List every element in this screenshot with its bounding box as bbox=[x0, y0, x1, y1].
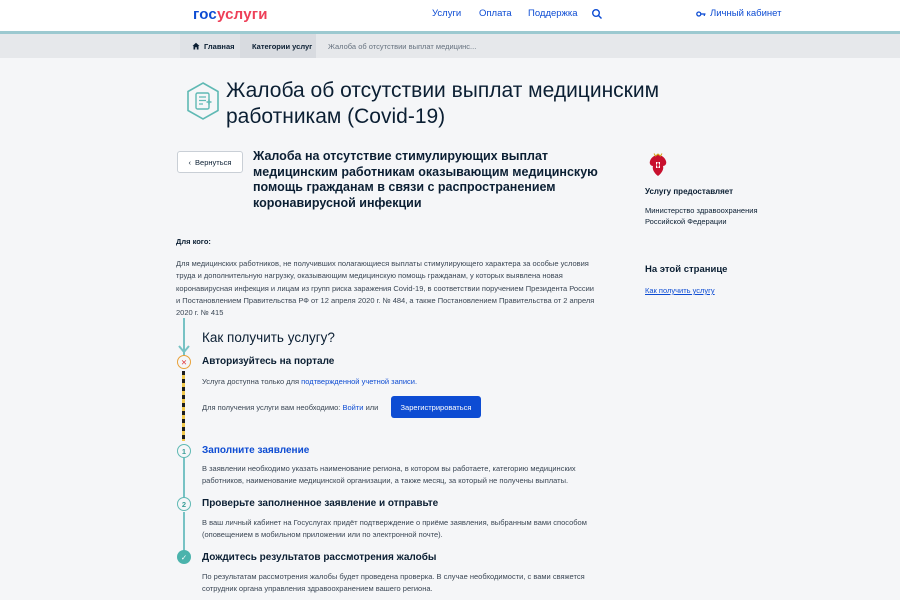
step-wait-title: Дождитесь результатов рассмотрения жалобы bbox=[202, 552, 437, 563]
arrow-down-icon bbox=[177, 322, 191, 354]
key-icon bbox=[696, 10, 706, 18]
breadcrumb-categories[interactable]: Категории услуг bbox=[240, 34, 316, 58]
breadcrumb bbox=[0, 34, 900, 58]
step-fill-form-text: В заявлении необходимо указать наименование региона, в котором вы работаете, категорию медицинских работников, наименование медицинской организации, а также месяц, за который не получены выплаты. bbox=[202, 464, 576, 486]
register-button[interactable]: Зарегистрироваться bbox=[391, 396, 481, 418]
provider-heading: Услугу предоставляет bbox=[645, 187, 734, 196]
step-authorize-text bbox=[202, 376, 602, 388]
cabinet-label: Личный кабинет bbox=[710, 8, 782, 19]
timeline-pending-line bbox=[182, 371, 185, 441]
nav-payment[interactable]: Оплата bbox=[479, 8, 512, 19]
russia-coat-of-arms-icon bbox=[646, 152, 670, 178]
nav-support[interactable]: Поддержка bbox=[528, 8, 578, 19]
how-to-heading: Как получить услугу? bbox=[202, 330, 335, 345]
breadcrumb-current: Жалоба об отсутствии выплат медицинс... bbox=[328, 41, 477, 51]
step-number-2: 2 bbox=[177, 497, 191, 511]
chevron-left-icon: ‹ bbox=[188, 157, 192, 167]
back-button[interactable] bbox=[177, 151, 243, 173]
home-icon bbox=[192, 42, 200, 50]
personal-cabinet-link[interactable] bbox=[696, 8, 781, 19]
step-check-send-title: Проверьте заполненное заявление и отправьте bbox=[202, 498, 439, 509]
step-not-done-icon: ✕ bbox=[177, 355, 191, 369]
step-wait-text: По результатам рассмотрения жалобы будет проведена проверка. В случае необходимости, с вами свяжется сотрудник органа управления здравоохранением вашего региона. bbox=[202, 572, 585, 594]
need-prefix: Для получения услуги вам необходимо: bbox=[202, 403, 343, 412]
back-button-label: Вернуться bbox=[195, 157, 232, 167]
step-number-1: 1 bbox=[177, 444, 191, 458]
breadcrumb-home-label: Главная bbox=[204, 41, 235, 51]
nav-services[interactable]: Услуги bbox=[432, 8, 462, 19]
gosuslugi-logo[interactable] bbox=[193, 6, 268, 23]
or-text: или bbox=[363, 403, 379, 412]
medical-service-icon bbox=[186, 82, 220, 120]
for-whom-label: Для кого: bbox=[176, 237, 211, 246]
provider-name: Министерство здравоохранения Российской Федерации bbox=[645, 206, 758, 226]
on-page-link-how-to[interactable]: Как получить услугу bbox=[645, 286, 715, 295]
breadcrumb-home[interactable] bbox=[180, 34, 240, 58]
search-icon[interactable] bbox=[591, 8, 603, 20]
timeline-line bbox=[183, 512, 185, 552]
step-authorize-title: Авторизуйтесь на портале bbox=[202, 356, 335, 367]
timeline-line bbox=[183, 458, 185, 498]
logo-part-gos: гос bbox=[193, 6, 217, 23]
logo-part-uslugi: услуги bbox=[216, 6, 268, 23]
verified-account-link[interactable]: подтвержденной учетной записи. bbox=[301, 377, 418, 386]
step-fill-form-title[interactable]: Заполните заявление bbox=[202, 445, 310, 456]
top-header bbox=[0, 0, 900, 31]
login-link[interactable]: Войти bbox=[342, 403, 364, 412]
page-title: Жалоба об отсутствии выплат медицинским работникам (Covid-19) bbox=[226, 79, 660, 128]
step-authorize-text-prefix: Услуга доступна только для bbox=[202, 377, 302, 386]
for-whom-description: Для медицинских работников, не получивших полагающиеся выплаты стимулирующего характера за особые условия труда и дополнительную нагрузку, оказывающим медицинскую помощь гражданам, у которых выявлена новая коронавирусная инфекция и лицам из групп риска заражения Covid-19, в соответствии поручением Президента России и Постановлением Правительства РФ от 12 апреля 2020 г. № 484, а также Постановлением Правительства от 2 апреля 2020 г. № 415 bbox=[176, 259, 595, 318]
step-check-send-text: В ваш личный кабинет на Госуслугах придёт подтверждение о приёме заявления, выбранным вами способом (оповещением в мобильном приложении или по электронной почте). bbox=[202, 518, 587, 540]
service-title: Жалоба на отсутствие стимулирующих выплат медицинским работникам оказывающим медицинскую помощь гражданам в связи с распространением коронавирусной инфекции bbox=[253, 149, 598, 210]
on-page-heading: На этой странице bbox=[645, 264, 728, 275]
checkmark-icon: ✓ bbox=[177, 550, 191, 564]
